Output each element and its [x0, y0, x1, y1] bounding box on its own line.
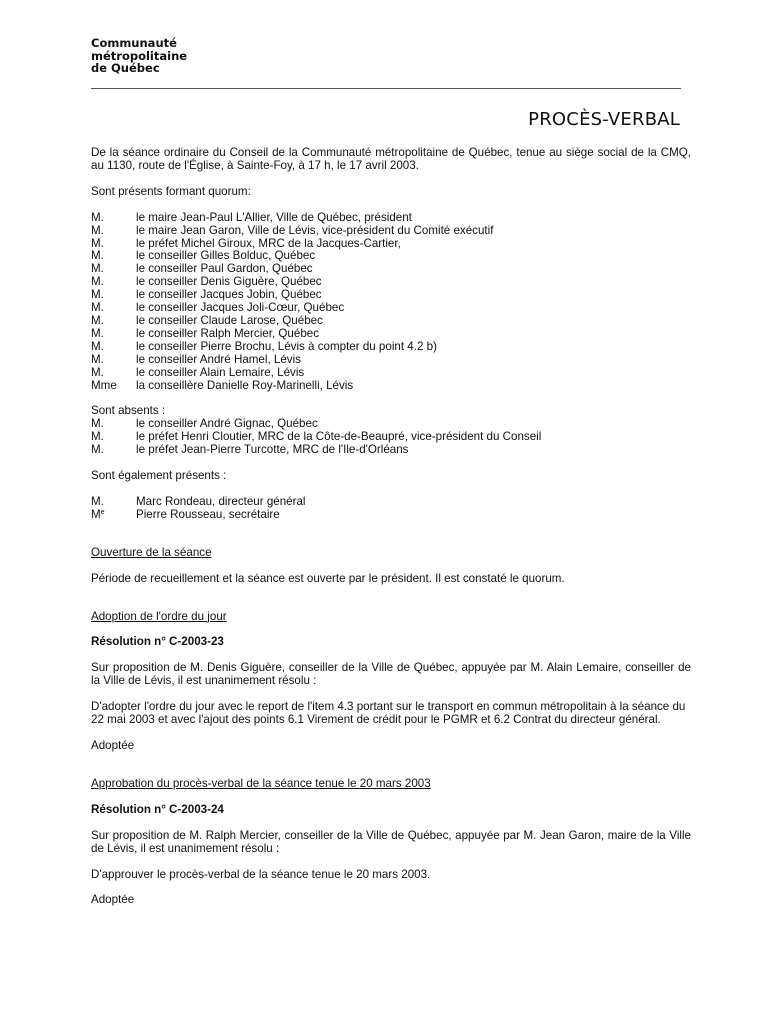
document-title: PROCÈS-VERBAL [528, 109, 680, 130]
member-title: M. [91, 443, 104, 457]
member-name: le préfet Henri Cloutier, MRC de la Côte-de-Beaupré, vice-président du Conseil [136, 430, 542, 444]
member-title: M. [91, 275, 104, 289]
member-title: M. [91, 249, 104, 263]
member-title: M. [91, 262, 104, 276]
member-title: M. [91, 288, 104, 302]
list-item [91, 367, 691, 380]
member-name: le conseiller Pierre Brochu, Lévis à compter du point 4.2 b) [136, 339, 437, 353]
member-title: M. [91, 236, 104, 250]
member-name: le maire Jean-Paul L'Allier, Ville de Québec, président [136, 210, 412, 224]
member-name: le conseiller Ralph Mercier, Québec [136, 326, 320, 340]
list-item [91, 225, 691, 238]
resolution-proposal: Sur proposition de M. Ralph Mercier, conseiller de la Ville de Québec, appuyée par M. Jean Garon, maire de la Ville de Lévis, il est unanimement résolu : [91, 828, 691, 855]
member-title: Mme [91, 378, 117, 392]
document-body [91, 147, 691, 907]
list-item [91, 328, 691, 341]
member-title: M. [91, 301, 104, 315]
header-divider [91, 88, 681, 89]
member-name: le conseiller Alain Lemaire, Lévis [136, 365, 305, 379]
member-name: le préfet Michel Giroux, MRC de la Jacques-Cartier, [136, 236, 401, 250]
list-item [91, 496, 691, 509]
present-heading: Sont présents formant quorum: [91, 184, 251, 198]
resolution-proposal: Sur proposition de M. Denis Giguère, conseiller de la Ville de Québec, appuyée par M. Alain Lemaire, conseiller de la Ville de Lévis, il est unanimement résolu : [91, 661, 691, 688]
section-heading-adoption: Adoption de l'ordre du jour [91, 609, 227, 623]
member-name: la conseillère Danielle Roy-Marinelli, Lévis [136, 378, 354, 392]
list-item [91, 444, 691, 457]
member-name: le conseiller Denis Giguère, Québec [136, 275, 322, 289]
member-title: M. [91, 352, 104, 366]
member-title: M. [91, 326, 104, 340]
member-name: le préfet Jean-Pierre Turcotte, MRC de l'Ile-d'Orléans [136, 443, 409, 457]
list-item [91, 354, 691, 367]
resolution-text: D'adopter l'ordre du jour avec le report de l'item 4.3 portant sur le transport en commun métropolitain à la séance du 22 mai 2003 et avec l'ajout des points 6.1 Virement de crédit pour le PGMR et 6.2 Contrat du directeur général. [91, 700, 686, 727]
also-present-list [91, 496, 691, 522]
ouverture-text: Période de recueillement et la séance est ouverte par le président. Il est constaté le quorum. [91, 571, 565, 585]
logo-line: Communauté [91, 36, 177, 50]
list-item [91, 341, 691, 354]
member-title: M. [91, 210, 104, 224]
member-name: le conseiller Jacques Jobin, Québec [136, 288, 322, 302]
member-name: le conseiller Paul Gardon, Québec [136, 262, 313, 276]
resolution-status: Adoptée [91, 739, 135, 752]
resolution-status: Adoptée [91, 893, 135, 907]
list-item [91, 509, 691, 522]
member-name: le conseiller Claude Larose, Québec [136, 313, 323, 327]
member-title: Me [91, 507, 105, 521]
member-name: Pierre Rousseau, secrétaire [136, 507, 280, 521]
member-name: le maire Jean Garon, Ville de Lévis, vice-président du Comité exécutif [136, 223, 494, 237]
intro-paragraph: De la séance ordinaire du Conseil de la Communauté métropolitaine de Québec, tenue au siège social de la CMQ, au 1130, route de l'Église, à Sainte-Foy, à 17 h, le 17 avril 2003. [91, 146, 691, 172]
absent-list [91, 418, 691, 457]
member-title: M. [91, 430, 104, 444]
logo-line: métropolitaine [91, 48, 188, 63]
member-title: M. [91, 339, 104, 353]
member-name: le conseiller André Gignac, Québec [136, 417, 318, 431]
logo-line: de Québec [91, 61, 160, 75]
list-item [91, 315, 691, 328]
member-title: M. [91, 417, 104, 431]
member-name: Marc Rondeau, directeur général [136, 494, 306, 508]
resolution-text: D'approuver le procès-verbal de la séance tenue le 20 mars 2003. [91, 867, 431, 881]
member-title: M. [91, 365, 104, 379]
section-heading-approbation: Approbation du procès-verbal de la séance tenue le 20 mars 2003 [91, 776, 431, 790]
member-title: M. [91, 313, 104, 327]
present-list [91, 212, 691, 393]
section-heading-ouverture: Ouverture de la séance [91, 545, 212, 559]
member-name: le conseiller Gilles Bolduc, Québec [136, 249, 316, 263]
member-name: le conseiller Jacques Joli-Cœur, Québec [136, 301, 345, 315]
list-item [91, 380, 691, 393]
also-present-heading: Sont également présents : [91, 469, 227, 483]
list-item [91, 212, 691, 225]
resolution-title: Résolution n° C-2003-23 [91, 635, 224, 649]
cmq-logo [91, 37, 187, 75]
absent-heading: Sont absents : [91, 404, 166, 418]
member-name: le conseiller André Hamel, Lévis [136, 352, 301, 366]
member-title: M. [91, 223, 104, 237]
resolution-title: Résolution n° C-2003-24 [91, 802, 224, 816]
member-title: M. [91, 494, 104, 508]
